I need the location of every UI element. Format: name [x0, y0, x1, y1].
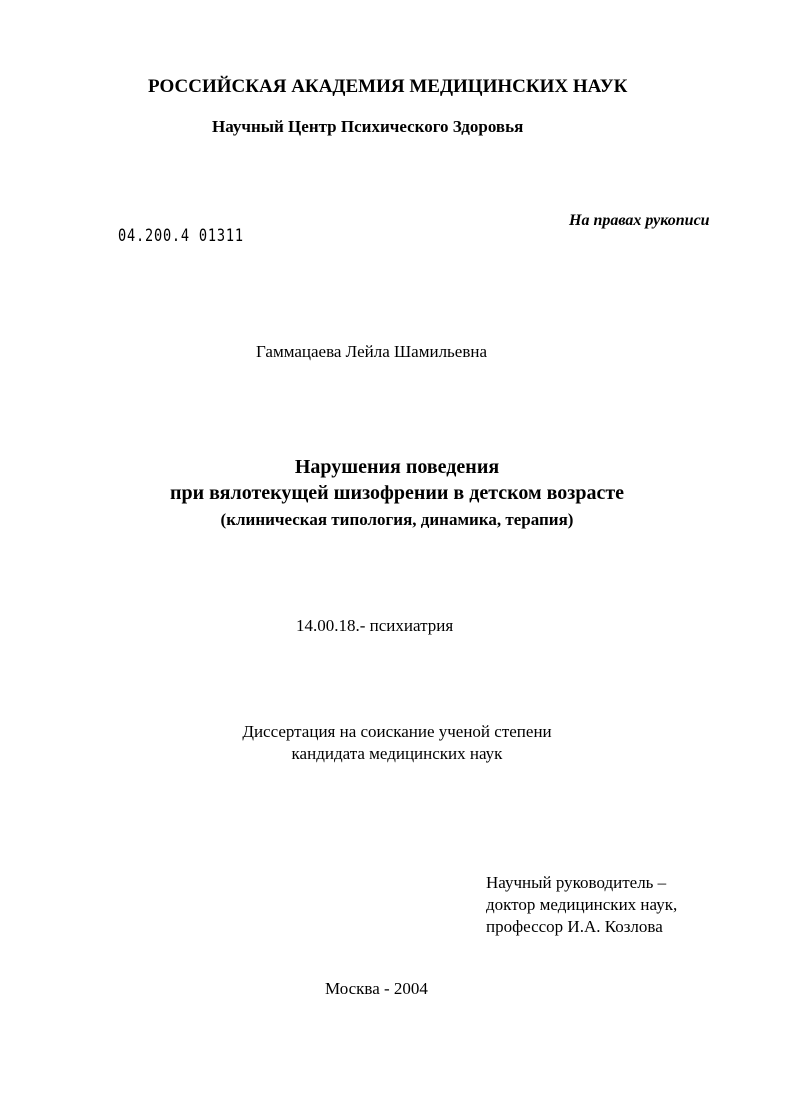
manuscript-rights: На правах рукописи: [569, 212, 710, 229]
specialty: 14.00.18.- психиатрия: [296, 616, 454, 635]
degree-line-2: кандидата медицинских наук: [291, 744, 503, 763]
stamp-number: 04.200.4 01311: [118, 226, 244, 246]
title-line-1: Нарушения поведения: [294, 456, 500, 478]
title-line-2: при вялотекущей шизофрении в детском возрасте: [169, 482, 625, 504]
title-line-3: (клиническая типология, динамика, терапия): [220, 510, 574, 529]
academy-name: РОССИЙСКАЯ АКАДЕМИЯ МЕДИЦИНСКИХ НАУК: [148, 76, 628, 97]
place-year: Москва - 2004: [325, 979, 428, 998]
supervisor-line-2: доктор медицинских наук,: [486, 895, 678, 914]
degree-line-1: Диссертация на соискание ученой степени: [242, 722, 552, 741]
supervisor-line-3: профессор И.А. Козлова: [486, 917, 663, 936]
author-name: Гаммацаева Лейла Шамильевна: [256, 342, 488, 361]
center-name: Научный Центр Психического Здоровья: [212, 117, 524, 136]
supervisor-line-1: Научный руководитель –: [486, 873, 667, 892]
